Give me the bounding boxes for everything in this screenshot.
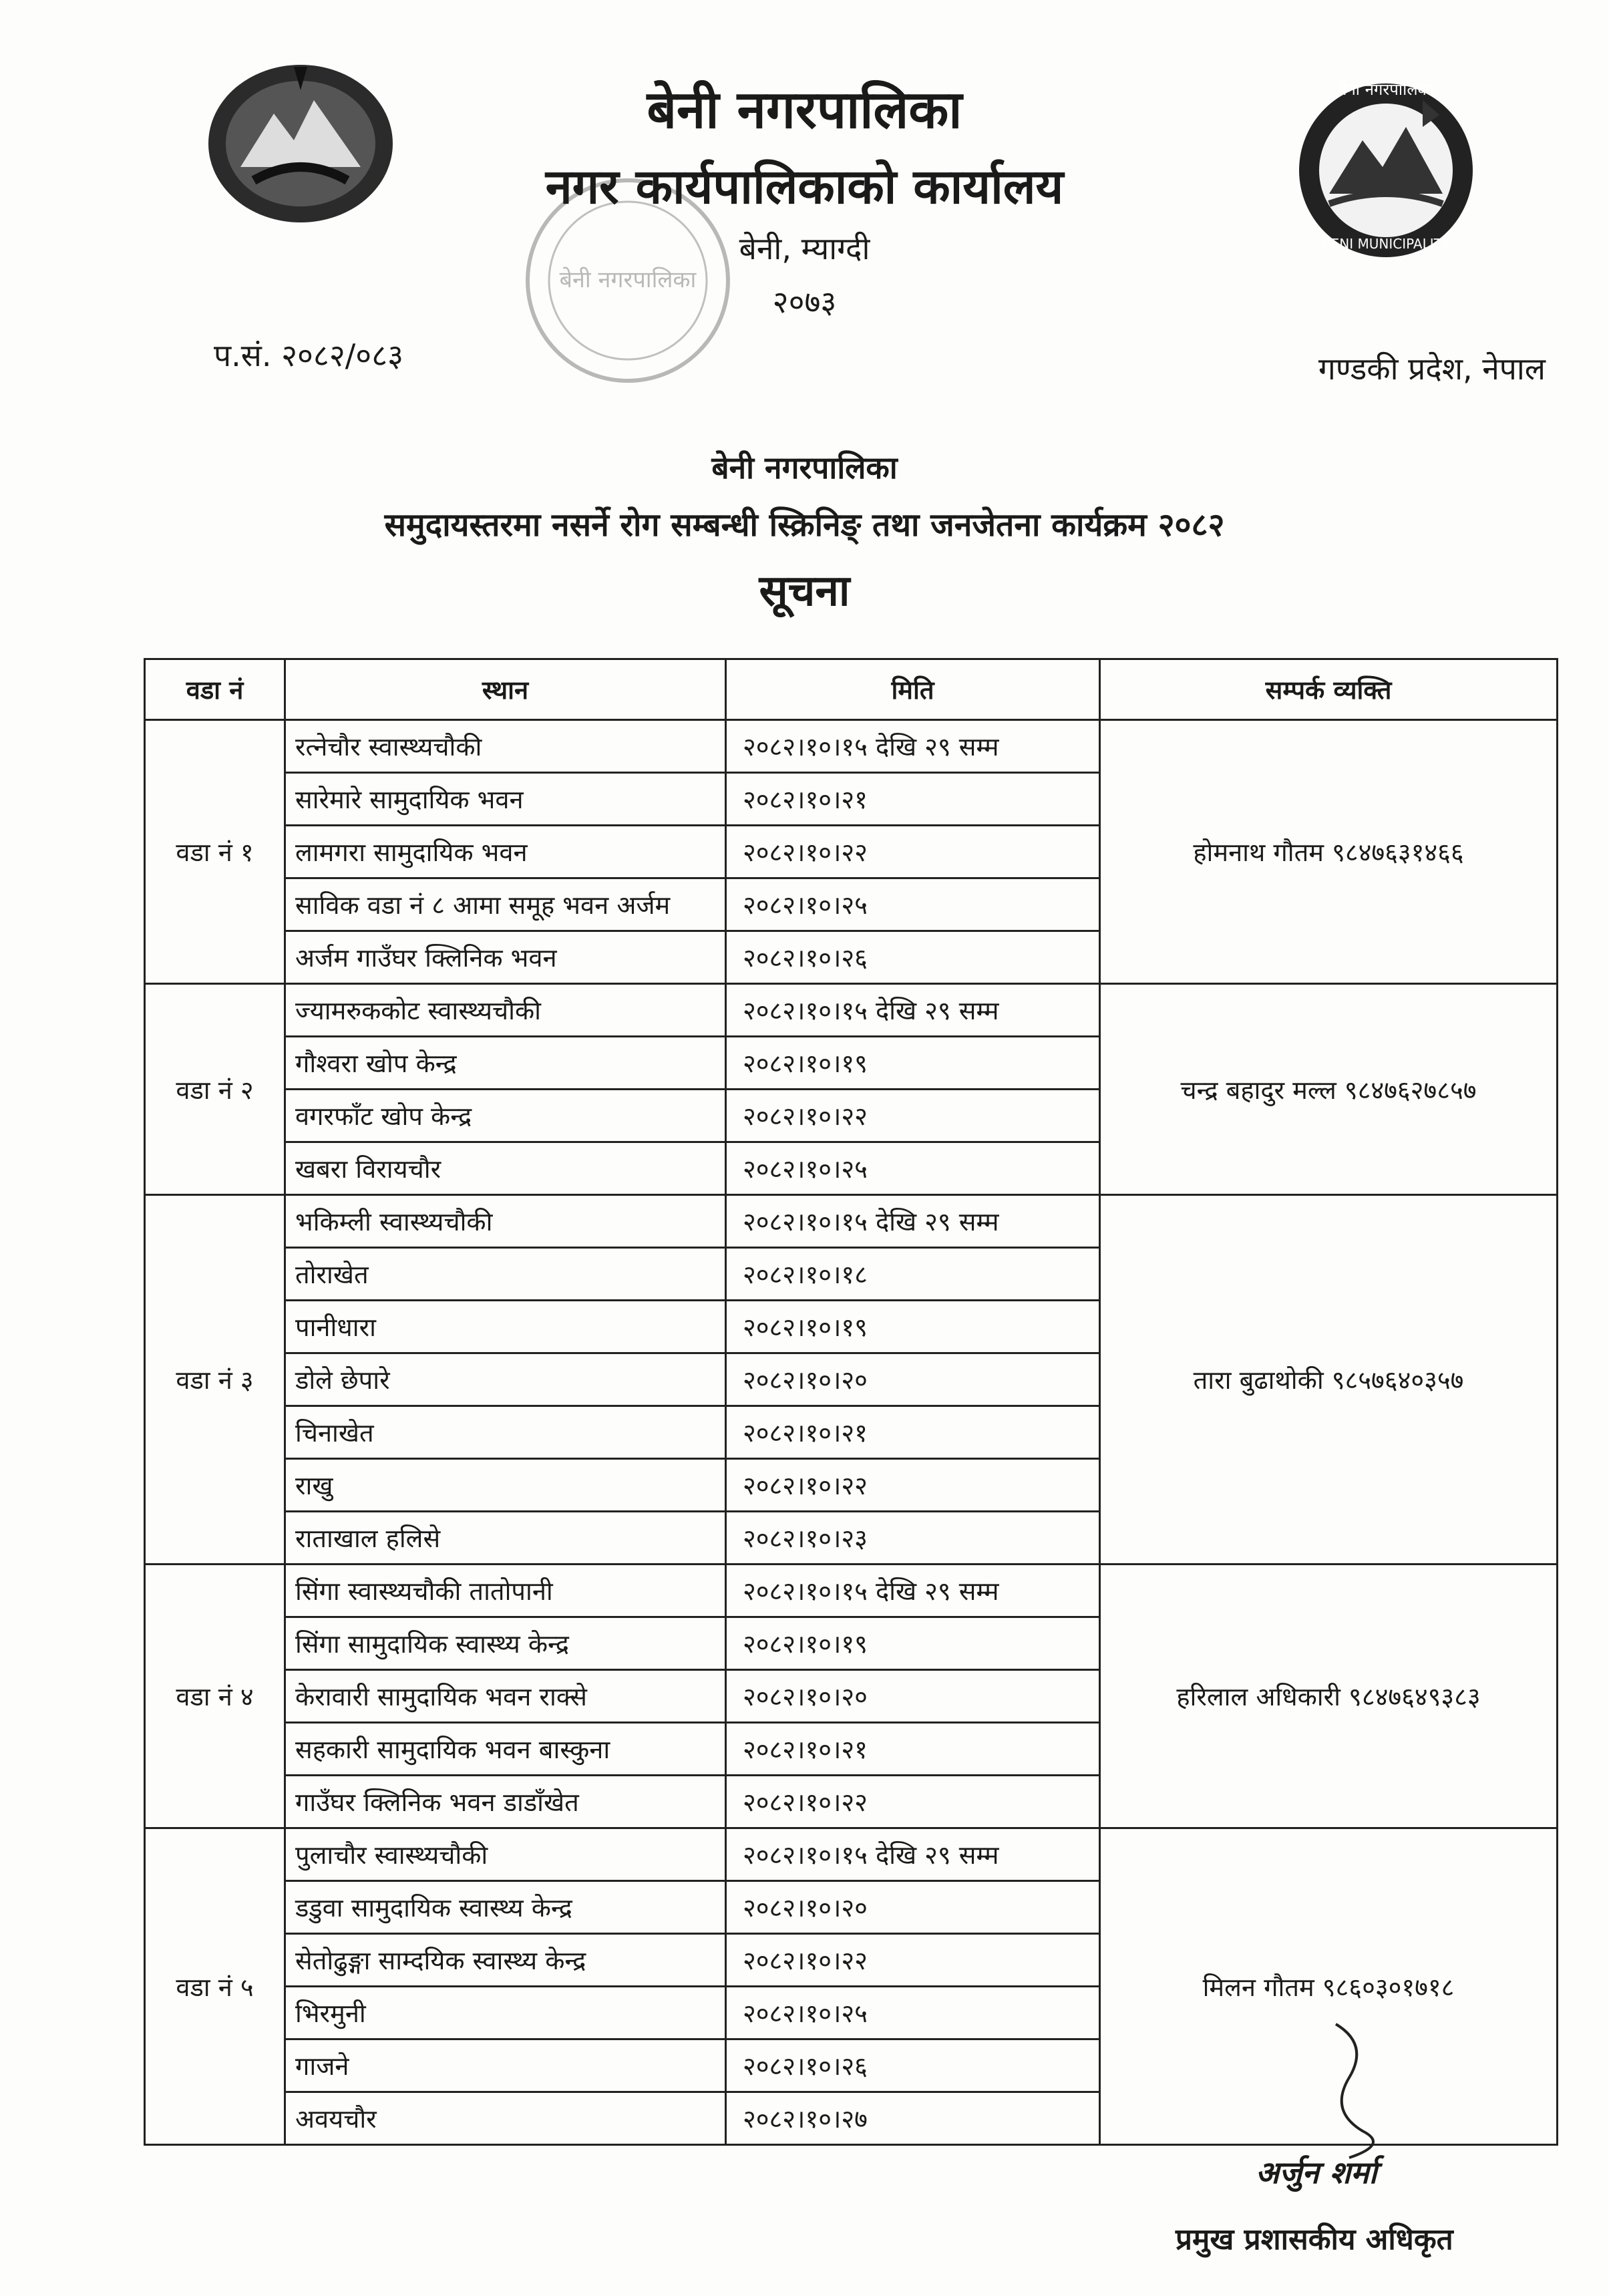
ward-cell: वडा नं १ — [145, 720, 285, 984]
ward-cell: वडा नं ४ — [145, 1565, 285, 1828]
place-cell: डोले छेपारे — [285, 1353, 726, 1406]
header-ward: वडा नं — [145, 659, 285, 720]
date-cell: २०८२।१०।२० — [726, 1353, 1100, 1406]
place-cell: अर्जम गाउँघर क्लिनिक भवन — [285, 931, 726, 984]
office-address: बेनी, म्याग्दी — [739, 230, 870, 267]
place-cell: सिंगा सामुदायिक स्वास्थ्य केन्द्र — [285, 1617, 726, 1670]
logo-right-text: बेनी नगरपालिका — [1337, 80, 1435, 99]
place-cell: साविक वडा नं ८ आमा समूह भवन अर्जम — [285, 878, 726, 931]
table-row — [145, 1828, 1558, 1881]
schedule-table — [144, 658, 1558, 2146]
signatory-title: प्रमुख प्रशासकीय अधिकृत — [1176, 2223, 1453, 2257]
signatory-name: अर्जुन शर्मा — [1256, 2154, 1377, 2190]
table-row — [145, 720, 1558, 773]
stamp-text: बेनी नगरपालिका — [559, 267, 697, 293]
signature-scribble — [1309, 2017, 1416, 2164]
logo-right-caption: BENI MUNICIPALITY — [1321, 236, 1451, 252]
contact-cell: होमनाथ गौतम ९८४७६३१४६६ — [1100, 720, 1558, 984]
place-cell: राखु — [285, 1459, 726, 1512]
subtitle-municipality: बेनी नगरपालिका — [711, 450, 898, 486]
table-header-row — [145, 659, 1558, 720]
place-cell: लामगरा सामुदायिक भवन — [285, 826, 726, 878]
date-cell: २०८२।१०।१८ — [726, 1248, 1100, 1301]
date-cell: २०८२।१०।२६ — [726, 931, 1100, 984]
contact-cell: तारा बुढाथोकी ९८५७६४०३५७ — [1100, 1195, 1558, 1565]
place-cell: पानीधारा — [285, 1301, 726, 1353]
place-cell: ज्यामरुककोट स्वास्थ्यचौकी — [285, 984, 726, 1037]
date-cell: २०८२।१०।१९ — [726, 1037, 1100, 1090]
office-title: नगर कार्यपालिकाको कार्यालय — [545, 158, 1064, 214]
place-cell: वगरफाँट खोप केन्द्र — [285, 1090, 726, 1142]
ward-cell: वडा नं २ — [145, 984, 285, 1195]
place-cell: सेतोढुङ्गा साम्दयिक स्वास्थ्य केन्द्र — [285, 1934, 726, 1987]
date-cell: २०८२।१०।१५ देखि २९ सम्म — [726, 1565, 1100, 1617]
date-cell: २०८२।१०।२० — [726, 1670, 1100, 1723]
ward-cell: वडा नं ३ — [145, 1195, 285, 1565]
date-cell: २०८२।१०।१९ — [726, 1301, 1100, 1353]
date-cell: २०८२।१०।२२ — [726, 1776, 1100, 1828]
date-cell: २०८२।१०।२५ — [726, 1142, 1100, 1195]
date-cell: २०८२।१०।२२ — [726, 826, 1100, 878]
place-cell: सहकारी सामुदायिक भवन बास्कुना — [285, 1723, 726, 1776]
table-row — [145, 1565, 1558, 1617]
municipality-title: बेनी नगरपालिका — [647, 80, 962, 140]
place-cell: पुलाचौर स्वास्थ्यचौकी — [285, 1828, 726, 1881]
ward-cell: वडा नं ५ — [145, 1828, 285, 2145]
place-cell: रत्नेचौर स्वास्थ्यचौकी — [285, 720, 726, 773]
date-cell: २०८२।१०।२० — [726, 1881, 1100, 1934]
table-row — [145, 984, 1558, 1037]
place-cell: गाउँघर क्लिनिक भवन डाडाँखेत — [285, 1776, 726, 1828]
date-cell: २०८२।१०।१९ — [726, 1617, 1100, 1670]
header-date: मिति — [726, 659, 1100, 720]
place-cell: राताखाल हलिसे — [285, 1512, 726, 1565]
table-row — [145, 1195, 1558, 1248]
date-cell: २०८२।१०।२७ — [726, 2092, 1100, 2145]
place-cell: तोराखेत — [285, 1248, 726, 1301]
place-cell: सारेमारे सामुदायिक भवन — [285, 773, 726, 826]
notice-heading: सूचना — [759, 566, 850, 616]
place-cell: गाजने — [285, 2039, 726, 2092]
place-cell: केरावारी सामुदायिक भवन राक्से — [285, 1670, 726, 1723]
date-cell: २०८२।१०।२५ — [726, 1987, 1100, 2039]
date-cell: २०८२।१०।२६ — [726, 2039, 1100, 2092]
date-cell: २०८२।१०।२१ — [726, 1723, 1100, 1776]
place-cell: चिनाखेत — [285, 1406, 726, 1459]
date-cell: २०८२।१०।१५ देखि २९ सम्म — [726, 984, 1100, 1037]
contact-cell: मिलन गौतम ९८६०३०१७१८ — [1100, 1828, 1558, 2145]
program-title: समुदायस्तरमा नसर्ने रोग सम्बन्धी स्क्रिनिङ् तथा जनजेतना कार्यक्रम २०८२ — [384, 506, 1225, 544]
reference-number: प.सं. २०८२/०८३ — [214, 337, 404, 373]
place-cell: खबरा विरायचौर — [285, 1142, 726, 1195]
date-cell: २०८२।१०।१५ देखि २९ सम्म — [726, 720, 1100, 773]
date-cell: २०८२।१०।२२ — [726, 1934, 1100, 1987]
province-address: गण्डकी प्रदेश, नेपाल — [1318, 351, 1546, 387]
place-cell: सिंगा स्वास्थ्यचौकी तातोपानी — [285, 1565, 726, 1617]
date-cell: २०८२।१०।२१ — [726, 773, 1100, 826]
date-cell: २०८२।१०।२३ — [726, 1512, 1100, 1565]
contact-cell: हरिलाल अधिकारी ९८४७६४९३८३ — [1100, 1565, 1558, 1828]
place-cell: भिरमुनी — [285, 1987, 726, 2039]
place-cell: भकिम्ली स्वास्थ्यचौकी — [285, 1195, 726, 1248]
place-cell: अवयचौर — [285, 2092, 726, 2145]
header-place: स्थान — [285, 659, 726, 720]
date-cell: २०८२।१०।१५ देखि २९ सम्म — [726, 1195, 1100, 1248]
date-cell: २०८२।१०।२१ — [726, 1406, 1100, 1459]
place-cell: गौश्वरा खोप केन्द्र — [285, 1037, 726, 1090]
date-cell: २०८२।१०।१५ देखि २९ सम्म — [726, 1828, 1100, 1881]
contact-cell: चन्द्र बहादुर मल्ल ९८४७६२७८५७ — [1100, 984, 1558, 1195]
date-cell: २०८२।१०।२२ — [726, 1459, 1100, 1512]
header-contact: सम्पर्क व्यक्ति — [1100, 659, 1558, 720]
established-year: २०७३ — [772, 284, 837, 320]
place-cell: डडुवा सामुदायिक स्वास्थ्य केन्द्र — [285, 1881, 726, 1934]
date-cell: २०८२।१०।२२ — [726, 1090, 1100, 1142]
date-cell: २०८२।१०।२५ — [726, 878, 1100, 931]
